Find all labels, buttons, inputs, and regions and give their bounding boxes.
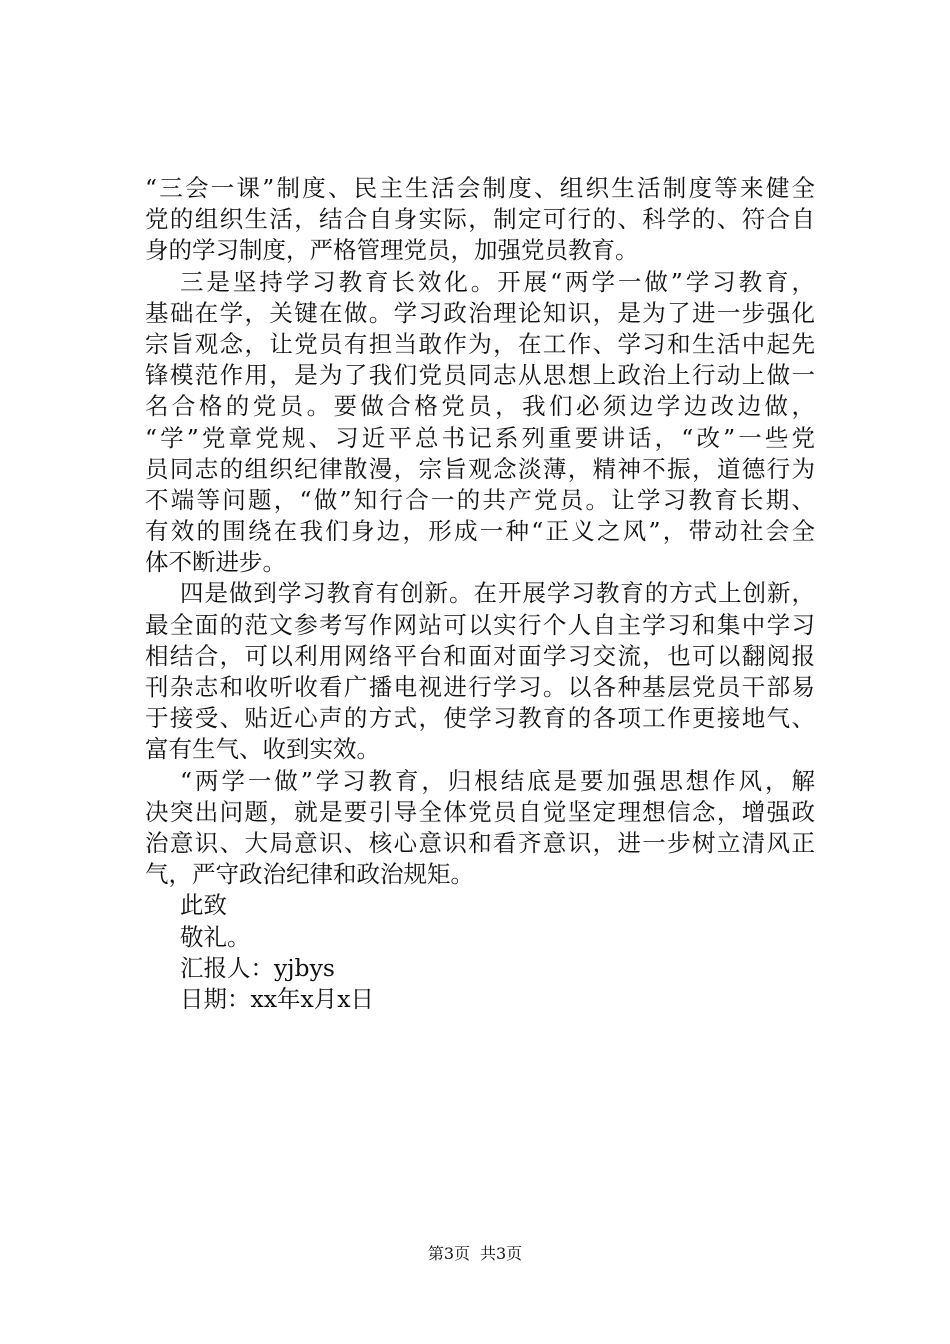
paragraph [145, 578, 815, 765]
text-line: 身的学习制度，严格管理党员，加强党员教育。 [145, 236, 639, 265]
reporter-line: 汇报人：yjbys [180, 953, 335, 982]
page-footer [0, 1242, 950, 1266]
text-line: 有效的围绕在我们身边，形成一种“正义之风”，带动社会全 [145, 517, 815, 546]
text-line: 治意识、大局意识、核心意识和看齐意识，进一步树立清风正 [145, 828, 815, 857]
respect-line: 敬礼。 [180, 922, 251, 951]
text-line: “学”党章党规、习近平总书记系列重要讲话，“改”一些党 [145, 423, 815, 452]
text-line: 相结合，可以利用网络平台和面对面学习交流，也可以翻阅报 [145, 641, 815, 670]
text-line: 不端等问题，“做”知行合一的共产党员。让学习教育长期、 [145, 485, 815, 514]
paragraph [145, 267, 815, 579]
text-line: 宗旨观念，让党员有担当敢作为，在工作、学习和生活中起先 [145, 329, 815, 358]
text-line: “两学一做”学习教育，归根结底是要加强思想作风，解 [180, 766, 815, 795]
salutation: 此致 [180, 891, 227, 920]
date-line: 日期：xx年x月x日 [180, 984, 375, 1013]
text-line: 气，严守政治纪律和政治规矩。 [145, 860, 474, 889]
text-line: 刊杂志和收听收看广播电视进行学习。以各种基层党员干部易 [145, 673, 815, 701]
text-line: 四是做到学习教育有创新。在开展学习教育的方式上创新， [180, 579, 815, 608]
paragraph [145, 766, 815, 891]
page-number: 第3页 [427, 1244, 470, 1263]
text-line: 于接受、贴近心声的方式，使学习教育的各项工作更接地气、 [145, 704, 815, 733]
closing-block [145, 890, 815, 1015]
paragraph [145, 173, 815, 267]
text-line: “三会一课”制度、民主生活会制度、组织生活制度等来健全 [145, 174, 815, 202]
text-line: 员同志的组织纪律散漫，宗旨观念淡薄，精神不振，道德行为 [145, 454, 815, 483]
text-line: 名合格的党员。要做合格党员，我们必须边学边改边做， [145, 392, 815, 421]
text-line: 富有生气、收到实效。 [145, 735, 380, 764]
text-line: 锋模范作用，是为了我们党员同志从思想上政治上行动上做一 [145, 361, 815, 390]
text-line: 三是坚持学习教育长效化。开展“两学一做”学习教育， [180, 267, 815, 296]
page-total: 共3页 [480, 1244, 523, 1263]
text-line: 决突出问题，就是要引导全体党员自觉坚定理想信念，增强政 [145, 797, 815, 826]
document-body [145, 173, 815, 1015]
text-line: 基础在学，关键在做。学习政治理论知识，是为了进一步强化 [145, 298, 815, 327]
text-line: 体不断进步。 [145, 548, 286, 577]
text-line: 最全面的范文参考写作网站可以实行个人自主学习和集中学习 [145, 610, 815, 639]
text-line: 党的组织生活，结合自身实际，制定可行的、科学的、符合自 [145, 205, 815, 234]
